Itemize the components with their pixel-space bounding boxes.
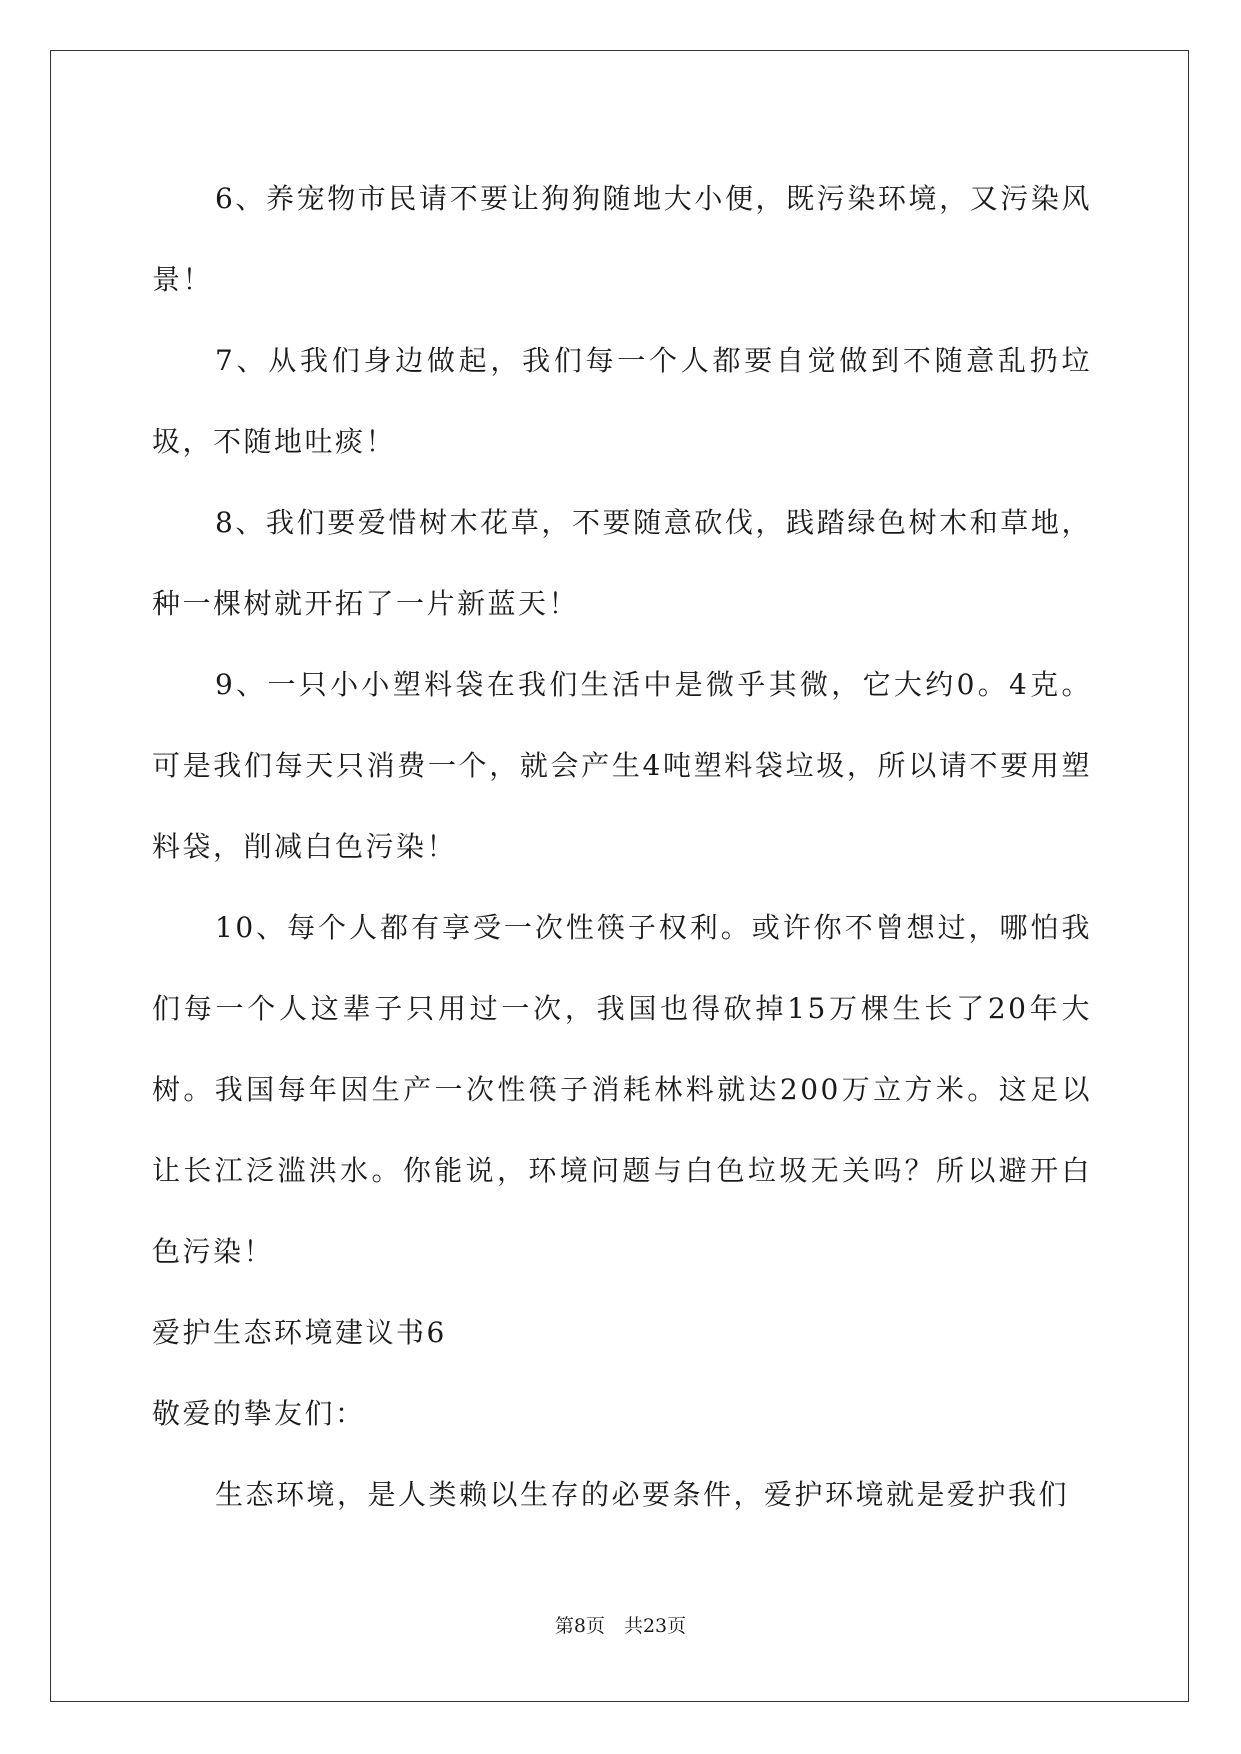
paragraph-item-6: 6、养宠物市民请不要让狗狗随地大小便，既污染环境，又污染风景！ xyxy=(152,182,1092,296)
page-number-footer: 第8页 共23页 xyxy=(554,1615,687,1637)
paragraph-item-9: 9、一只小小塑料袋在我们生活中是微乎其微，它大约0。4克。可是我们每天只消费一个，就会产生4吨塑料袋垃圾，所以请不要用塑料袋，削减白色污染！ xyxy=(152,668,1092,863)
paragraph-intro: 生态环境，是人类赖以生存的必要条件，爱护环境就是爱护我们 xyxy=(215,1478,1070,1511)
paragraph-item-8: 8、我们要爱惜树木花草，不要随意砍伐，践踏绿色树木和草地，种一棵树就开拓了一片新蓝天！ xyxy=(152,506,1092,620)
document-body xyxy=(152,158,1092,1535)
paragraph-item-10: 10、每个人都有享受一次性筷子权利。或许你不曾想过，哪怕我们每一个人这辈子只用过一次，我国也得砍掉15万棵生长了20年大树。我国每年因生产一次性筷子消耗林料就达200万立方米。这足以让长江泛滥洪水。你能说，环境问题与白色垃圾无关吗？所以避开白色污染！ xyxy=(152,911,1092,1268)
paragraph-item-7: 7、从我们身边做起，我们每一个人都要自觉做到不随意乱扔垃圾，不随地吐痰！ xyxy=(152,344,1092,458)
section-heading: 爱护生态环境建议书6 xyxy=(152,1316,447,1349)
salutation: 敬爱的挚友们： xyxy=(152,1397,366,1430)
